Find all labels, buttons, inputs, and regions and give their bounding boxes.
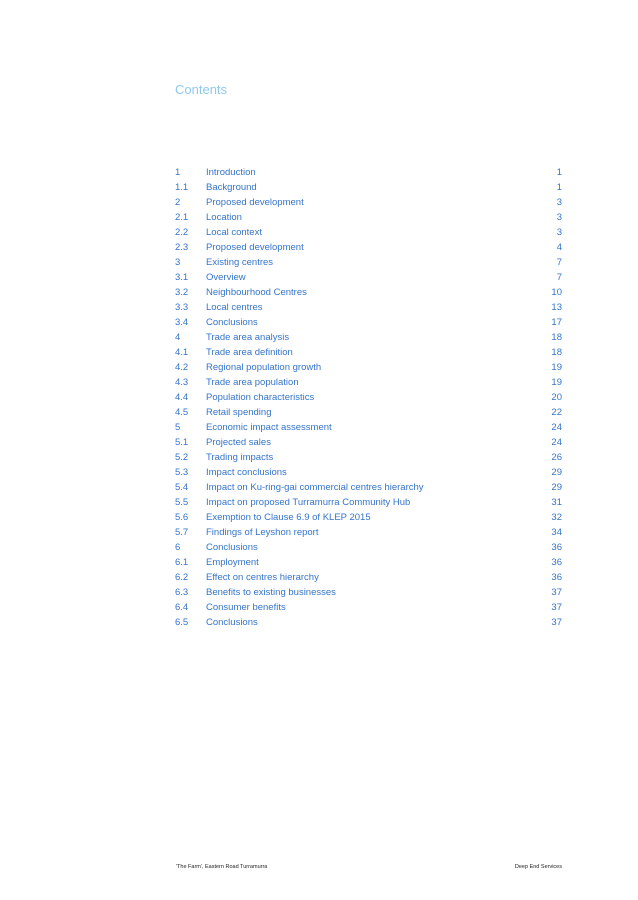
toc-entry-page: 22 xyxy=(551,407,562,418)
toc-entry[interactable] xyxy=(175,585,562,600)
toc-entry[interactable] xyxy=(175,300,562,315)
toc-entry-page: 32 xyxy=(551,512,562,523)
toc-entry-number: 4.4 xyxy=(175,392,189,403)
toc-entry[interactable] xyxy=(175,210,562,225)
toc-entry-number: 5.2 xyxy=(175,452,189,463)
toc-entry-number: 5.3 xyxy=(175,467,189,478)
toc-entry-page: 24 xyxy=(551,437,562,448)
toc-entry-page: 31 xyxy=(551,497,562,508)
toc-entry-number: 6.2 xyxy=(175,572,189,583)
toc-entry-page: 7 xyxy=(556,257,562,268)
toc-entry-title: Retail spending xyxy=(206,407,272,418)
toc-entry[interactable] xyxy=(175,495,562,510)
toc-entry[interactable] xyxy=(175,165,562,180)
toc-entry-title: Economic impact assessment xyxy=(206,422,332,433)
toc-entry[interactable] xyxy=(175,570,562,585)
toc-entry-title: Impact conclusions xyxy=(206,467,287,478)
toc-entry[interactable] xyxy=(175,405,562,420)
toc-entry-page: 19 xyxy=(551,362,562,373)
toc-entry[interactable] xyxy=(175,270,562,285)
toc-entry-number: 5 xyxy=(175,422,181,433)
toc-entry-title: Proposed development xyxy=(206,197,304,208)
footer-document-title: 'The Farm', Eastern Road Turramurra xyxy=(176,864,268,870)
toc-entry-page: 29 xyxy=(551,482,562,493)
toc-entry[interactable] xyxy=(175,240,562,255)
toc-entry[interactable] xyxy=(175,390,562,405)
toc-entry-number: 3.4 xyxy=(175,317,189,328)
page-title: Contents xyxy=(175,82,228,97)
toc-entry-title: Impact on proposed Turramurra Community Hub xyxy=(206,497,411,508)
toc-entry-page: 36 xyxy=(551,542,562,553)
toc-entry-page: 3 xyxy=(556,227,562,238)
toc-entry-page: 18 xyxy=(551,332,562,343)
toc-entry-title: Trade area population xyxy=(206,377,299,388)
toc-entry-title: Background xyxy=(206,182,257,193)
toc-entry-page: 36 xyxy=(551,572,562,583)
toc-entry-title: Proposed development xyxy=(206,242,304,253)
toc-entry-page: 13 xyxy=(551,302,562,313)
toc-entry-title: Projected sales xyxy=(206,437,271,448)
toc-entry-title: Conclusions xyxy=(206,542,258,553)
toc-entry-title: Trade area analysis xyxy=(206,332,290,343)
toc-entry-title: Introduction xyxy=(206,167,256,178)
toc-entry-number: 3.3 xyxy=(175,302,189,313)
toc-entry-page: 4 xyxy=(556,242,562,253)
footer-author: Deep End Services xyxy=(514,864,562,870)
toc-entry[interactable] xyxy=(175,555,562,570)
toc-entry[interactable] xyxy=(175,180,562,195)
toc-entry-number: 4.2 xyxy=(175,362,189,373)
toc-entry-page: 3 xyxy=(556,212,562,223)
toc-entry[interactable] xyxy=(175,600,562,615)
toc-entry-title: Effect on centres hierarchy xyxy=(206,572,319,583)
toc-entry-title: Consumer benefits xyxy=(206,602,286,613)
toc-entry-page: 29 xyxy=(551,467,562,478)
toc-entry-title: Trading impacts xyxy=(206,452,274,463)
toc-entry-number: 3.2 xyxy=(175,287,189,298)
toc-entry[interactable] xyxy=(175,420,562,435)
toc-entry-number: 6.1 xyxy=(175,557,189,568)
toc-entry-page: 37 xyxy=(551,602,562,613)
toc-entry-page: 36 xyxy=(551,557,562,568)
toc-entry-page: 19 xyxy=(551,377,562,388)
toc-entry-title: Trade area definition xyxy=(206,347,293,358)
toc-entry-page: 17 xyxy=(551,317,562,328)
toc-entry-page: 10 xyxy=(551,287,562,298)
toc-entry[interactable] xyxy=(175,375,562,390)
toc-entry-title: Exemption to Clause 6.9 of KLEP 2015 xyxy=(206,512,371,523)
table-of-contents xyxy=(175,165,562,630)
toc-entry-page: 1 xyxy=(556,182,562,193)
toc-entry-title: Existing centres xyxy=(206,257,274,268)
toc-entry-page: 34 xyxy=(551,527,562,538)
toc-entry-title: Employment xyxy=(206,557,259,568)
toc-entry[interactable] xyxy=(175,510,562,525)
toc-entry-number: 1.1 xyxy=(175,182,189,193)
toc-entry-title: Conclusions xyxy=(206,317,258,328)
toc-entry-page: 24 xyxy=(551,422,562,433)
toc-entry-number: 5.1 xyxy=(175,437,189,448)
toc-entry-title: Impact on Ku-ring-gai commercial centres hierarchy xyxy=(206,482,424,493)
toc-entry-title: Conclusions xyxy=(206,617,258,628)
toc-entry-number: 6.3 xyxy=(175,587,189,598)
toc-entry-title: Local context xyxy=(206,227,262,238)
toc-entry[interactable] xyxy=(175,255,562,270)
toc-entry-title: Local centres xyxy=(206,302,263,313)
toc-entry-page: 18 xyxy=(551,347,562,358)
toc-entry-number: 5.6 xyxy=(175,512,189,523)
toc-entry-number: 6 xyxy=(175,542,181,553)
toc-entry-number: 5.4 xyxy=(175,482,189,493)
toc-entry-page: 20 xyxy=(551,392,562,403)
toc-entry-number: 2.3 xyxy=(175,242,189,253)
toc-entry-title: Population characteristics xyxy=(206,392,315,403)
toc-entry-number: 4 xyxy=(175,332,181,343)
toc-entry[interactable] xyxy=(175,360,562,375)
toc-entry[interactable] xyxy=(175,435,562,450)
toc-entry-page: 26 xyxy=(551,452,562,463)
toc-entry[interactable] xyxy=(175,330,562,345)
toc-entry[interactable] xyxy=(175,345,562,360)
toc-entry-page: 1 xyxy=(556,167,562,178)
toc-entry-page: 37 xyxy=(551,587,562,598)
toc-entry-number: 5.7 xyxy=(175,527,189,538)
toc-entry-number: 3 xyxy=(175,257,181,268)
toc-entry[interactable] xyxy=(175,615,562,630)
toc-entry[interactable] xyxy=(175,450,562,465)
toc-entry-number: 2.1 xyxy=(175,212,189,223)
toc-entry[interactable] xyxy=(175,540,562,555)
toc-entry-title: Benefits to existing businesses xyxy=(206,587,336,598)
toc-entry-number: 4.1 xyxy=(175,347,189,358)
toc-entry[interactable] xyxy=(175,285,562,300)
toc-entry[interactable] xyxy=(175,480,562,495)
toc-entry-number: 4.3 xyxy=(175,377,189,388)
toc-entry[interactable] xyxy=(175,525,562,540)
toc-entry-number: 6.5 xyxy=(175,617,189,628)
toc-entry-page: 37 xyxy=(551,617,562,628)
toc-entry-title: Findings of Leyshon report xyxy=(206,527,319,538)
toc-entry-number: 6.4 xyxy=(175,602,189,613)
toc-entry-title: Regional population growth xyxy=(206,362,322,373)
toc-entry[interactable] xyxy=(175,195,562,210)
toc-entry-number: 1 xyxy=(175,167,181,178)
toc-entry-number: 4.5 xyxy=(175,407,189,418)
toc-entry[interactable] xyxy=(175,225,562,240)
toc-entry[interactable] xyxy=(175,315,562,330)
toc-entry[interactable] xyxy=(175,465,562,480)
toc-entry-page: 3 xyxy=(556,197,562,208)
toc-entry-number: 3.1 xyxy=(175,272,189,283)
toc-entry-number: 2 xyxy=(175,197,181,208)
toc-entry-page: 7 xyxy=(556,272,562,283)
toc-entry-number: 2.2 xyxy=(175,227,189,238)
toc-entry-title: Overview xyxy=(206,272,246,283)
toc-entry-title: Location xyxy=(206,212,242,223)
toc-entry-title: Neighbourhood Centres xyxy=(206,287,307,298)
toc-entry-number: 5.5 xyxy=(175,497,189,508)
